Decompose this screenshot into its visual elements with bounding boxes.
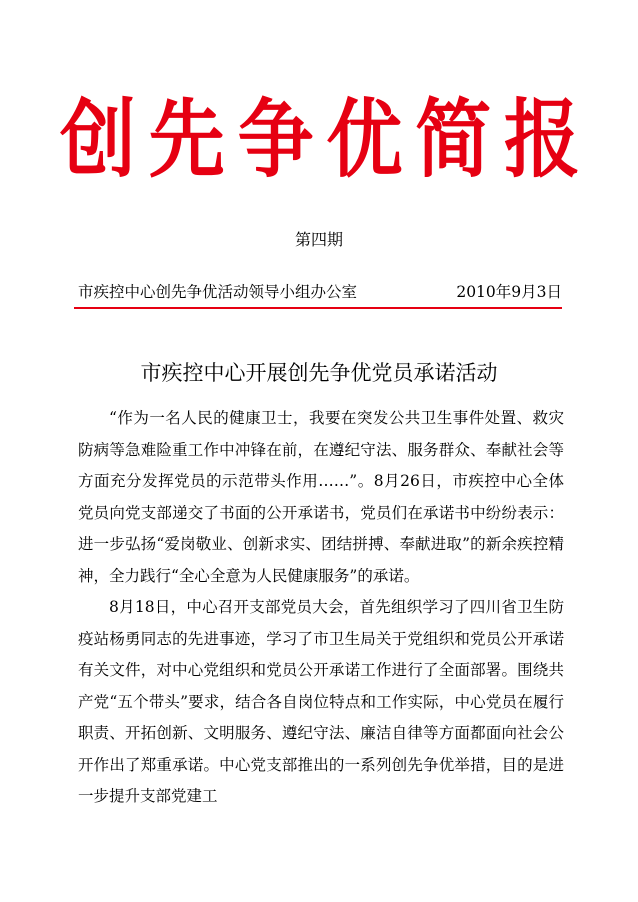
article-body (78, 403, 564, 813)
masthead-char: 先 (148, 89, 225, 190)
publisher-name: 市疾控中心创先争优活动领导小组办公室 (78, 283, 358, 301)
masthead-char: 简 (415, 89, 492, 190)
masthead-char: 争 (237, 89, 314, 190)
article-paragraph: “作为一名人民的健康卫士，我要在突发公共卫生事件处置、救灾防病等急难险重工作中冲锋在前，在遵纪守法、服务群众、奉献社会等方面充分发挥党员的示范带头作用……”。8月26日，市疾控中心全体党员向党支部递交了书面的公开承诺书，党员们在承诺书中纷纷表示：进一步弘扬“爱岗敬业、创新求实、团结拼搏、奉献进取”的新余疾控精神，全力践行“全心全意为人民健康服务”的承诺。 (78, 409, 564, 585)
header-divider (74, 307, 562, 309)
masthead-char: 创 (60, 89, 136, 190)
masthead-char: 优 (326, 89, 403, 190)
masthead-title (60, 90, 580, 190)
publication-date: 2010年9月3日 (456, 283, 562, 301)
article-paragraph: 8月18日，中心召开支部党员大会，首先组织学习了四川省卫生防疫站杨勇同志的先进事迹，学习了市卫生局关于党组织和党员公开承诺有关文件，对中心党组织和党员公开承诺工作进行了全面部署。围绕共产党“五个带头”要求，结合各自岗位特点和工作实际，中心党员在履行职责、开拓创新、文明服务、遵纪守法、廉洁自律等方面都面向社会公开作出了郑重承诺。中心党支部推出的一系列创先争优举措，目的是进一步提升支部党建工 (78, 598, 564, 805)
issue-number: 第四期 (294, 230, 343, 249)
article-headline: 市疾控中心开展创先争优党员承诺活动 (140, 361, 498, 385)
publication-info (78, 281, 562, 303)
masthead-char: 报 (503, 89, 580, 190)
